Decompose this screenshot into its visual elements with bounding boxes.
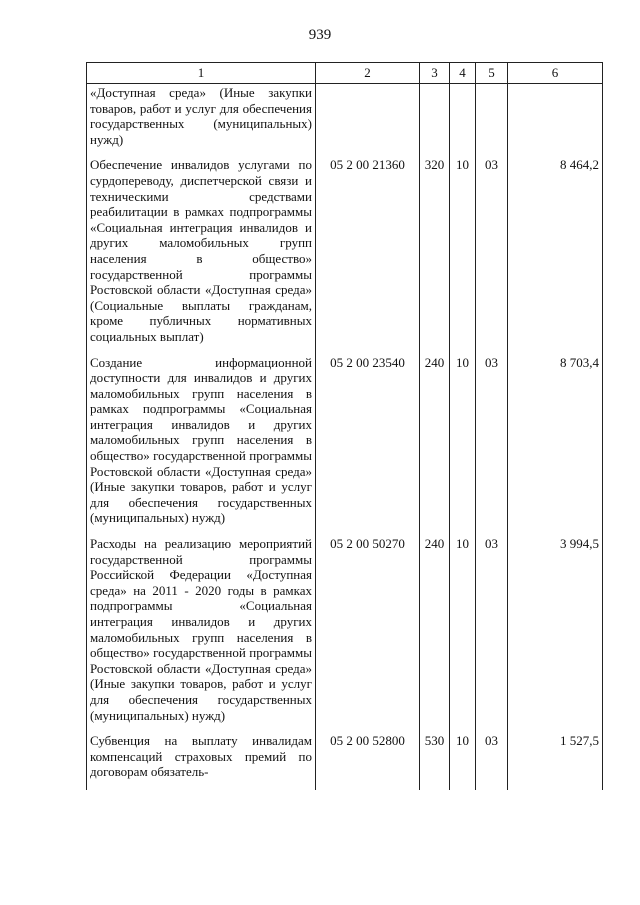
table-row-continuation	[87, 84, 603, 158]
row-section: 10	[450, 733, 476, 790]
row-expense-type: 320	[420, 157, 450, 354]
row-section: 10	[450, 536, 476, 733]
budget-table	[86, 62, 603, 790]
row-subsection: 03	[476, 157, 508, 354]
row-name: Субвенция на выплату инвалидам компенсаций страховых премий по договорам обязатель-	[87, 733, 316, 790]
table-row	[87, 355, 603, 537]
table-header-row	[87, 63, 603, 84]
row-amount: 8 703,4	[508, 355, 603, 537]
row-subsection: 03	[476, 536, 508, 733]
column-header-5: 5	[476, 63, 508, 84]
table-row	[87, 157, 603, 354]
row-subsection: 03	[476, 355, 508, 537]
column-header-2: 2	[316, 63, 420, 84]
row-expense-type: 530	[420, 733, 450, 790]
row-target-code: 05 2 00 21360	[316, 157, 420, 354]
row-name: Создание информационной доступности для инвалидов и других маломобильных групп населения в рамках подпрограммы «Социальная интеграция инвалидов и других маломобильных групп населения в общество» государственной программы Ростовской области «Доступная среда» (Иные закупки товаров, работ и услуг для обеспечения государственных (муниципальных) нужд)	[87, 355, 316, 537]
column-header-3: 3	[420, 63, 450, 84]
column-header-4: 4	[450, 63, 476, 84]
row-expense-type: 240	[420, 355, 450, 537]
column-header-6: 6	[508, 63, 603, 84]
row-section: 10	[450, 157, 476, 354]
row-name: Обеспечение инвалидов услугами по сурдопереводу, диспетчерской связи и техническими средствами реабилитации в рамках подпрограммы «Социальная интеграция инвалидов и других маломобильных групп населения в общество» государственной программы Ростовской области «Доступная среда» (Социальные выплаты гражданам, кроме публичных нормативных социальных выплат)	[87, 157, 316, 354]
column-header-1: 1	[87, 63, 316, 84]
table-row	[87, 733, 603, 790]
row-target-code: 05 2 00 23540	[316, 355, 420, 537]
row-amount: 3 994,5	[508, 536, 603, 733]
row-amount: 1 527,5	[508, 733, 603, 790]
row-subsection: 03	[476, 733, 508, 790]
row-section: 10	[450, 355, 476, 537]
row-name: «Доступная среда» (Иные закупки товаров, работ и услуг для обеспечения государственных (муниципальных) нужд)	[87, 84, 316, 158]
table-row	[87, 536, 603, 733]
row-name: Расходы на реализацию мероприятий государственной программы Российской Федерации «Доступная среда» на 2011 - 2020 годы в рамках подпрограммы «Социальная интеграция инвалидов и других маломобильных групп населения в общество» государственной программы Ростовской области «Доступная среда» (Иные закупки товаров, работ и услуг для обеспечения государственных (муниципальных) нужд)	[87, 536, 316, 733]
row-amount: 8 464,2	[508, 157, 603, 354]
row-target-code: 05 2 00 50270	[316, 536, 420, 733]
row-expense-type: 240	[420, 536, 450, 733]
row-target-code: 05 2 00 52800	[316, 733, 420, 790]
page-number: 939	[308, 27, 332, 43]
